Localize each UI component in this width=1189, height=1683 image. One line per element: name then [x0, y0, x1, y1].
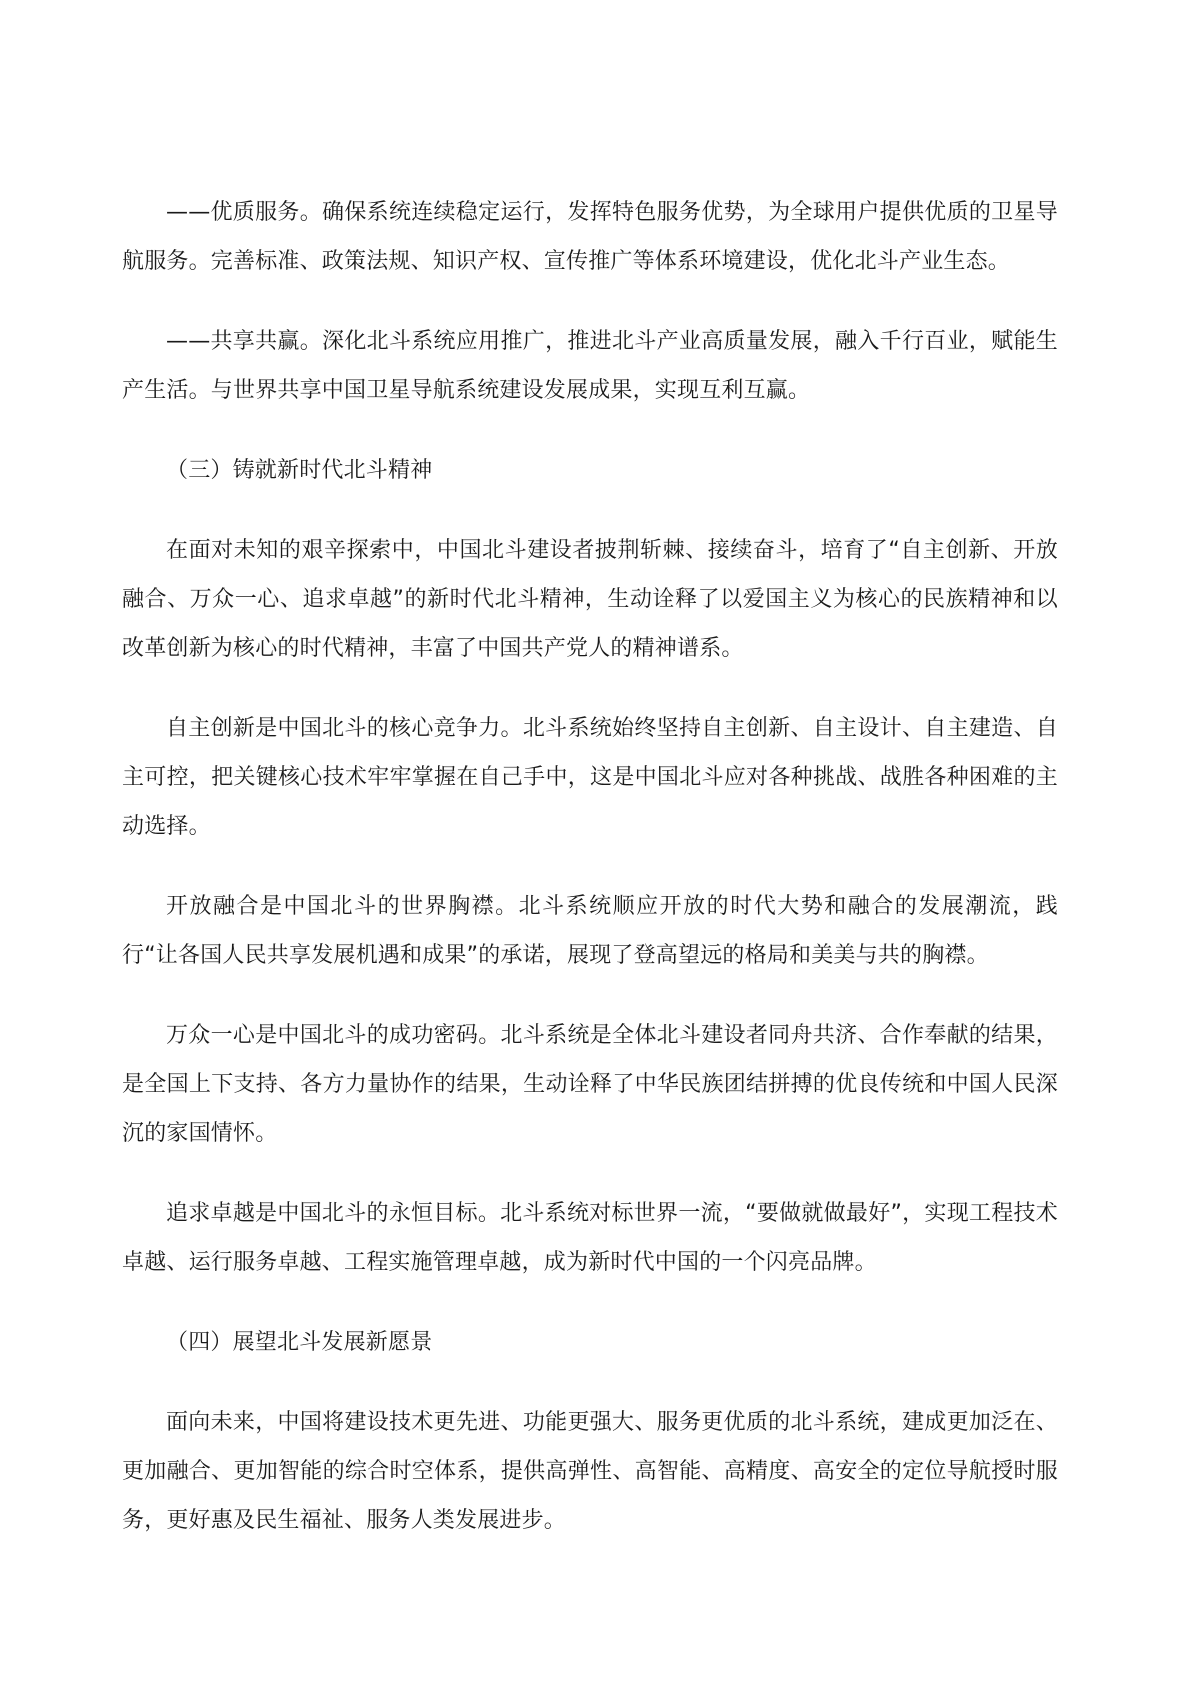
section-heading-4: （四）展望北斗发展新愿景 — [166, 1330, 433, 1355]
paragraph-future-vision: 面向未来，中国将建设技术更先进、功能更强大、服务更优质的北斗系统，建成更加泛在、更加融合、更加智能的综合时空体系，提供高弹性、高智能、高精度、高安全的定位导航授时服务，更好惠及民生福祉、服务人类发展进步。 — [122, 1410, 1058, 1533]
paragraph-shared-win: ——共享共赢。深化北斗系统应用推广，推进北斗产业高质量发展，融入千行百业，赋能生产生活。与世界共享中国卫星导航系统建设发展成果，实现互利互赢。 — [122, 329, 1058, 403]
document-page — [122, 188, 1058, 1576]
paragraph-pursue-excellence: 追求卓越是中国北斗的永恒目标。北斗系统对标世界一流，“要做就做最好”，实现工程技术卓越、运行服务卓越、工程实施管理卓越，成为新时代中国的一个闪亮品牌。 — [122, 1201, 1058, 1275]
paragraph-united-as-one: 万众一心是中国北斗的成功密码。北斗系统是全体北斗建设者同舟共济、合作奉献的结果，是全国上下支持、各方力量协作的结果，生动诠释了中华民族团结拼搏的优良传统和中国人民深沉的家国情怀。 — [122, 1023, 1058, 1146]
section-heading-3: （三）铸就新时代北斗精神 — [166, 458, 433, 483]
paragraph-quality-service: ——优质服务。确保系统连续稳定运行，发挥特色服务优势，为全球用户提供优质的卫星导航服务。完善标准、政策法规、知识产权、宣传推广等体系环境建设，优化北斗产业生态。 — [122, 200, 1058, 274]
paragraph-open-integration: 开放融合是中国北斗的世界胸襟。北斗系统顺应开放的时代大势和融合的发展潮流，践行“让各国人民共享发展机遇和成果”的承诺，展现了登高望远的格局和美美与共的胸襟。 — [122, 894, 1058, 968]
paragraph-beidou-spirit: 在面对未知的艰辛探索中，中国北斗建设者披荆斩棘、接续奋斗，培育了“自主创新、开放融合、万众一心、追求卓越”的新时代北斗精神，生动诠释了以爱国主义为核心的民族精神和以改革创新为核心的时代精神，丰富了中国共产党人的精神谱系。 — [122, 538, 1058, 661]
paragraph-independent-innovation: 自主创新是中国北斗的核心竞争力。北斗系统始终坚持自主创新、自主设计、自主建造、自主可控，把关键核心技术牢牢掌握在自己手中，这是中国北斗应对各种挑战、战胜各种困难的主动选择。 — [122, 716, 1058, 839]
